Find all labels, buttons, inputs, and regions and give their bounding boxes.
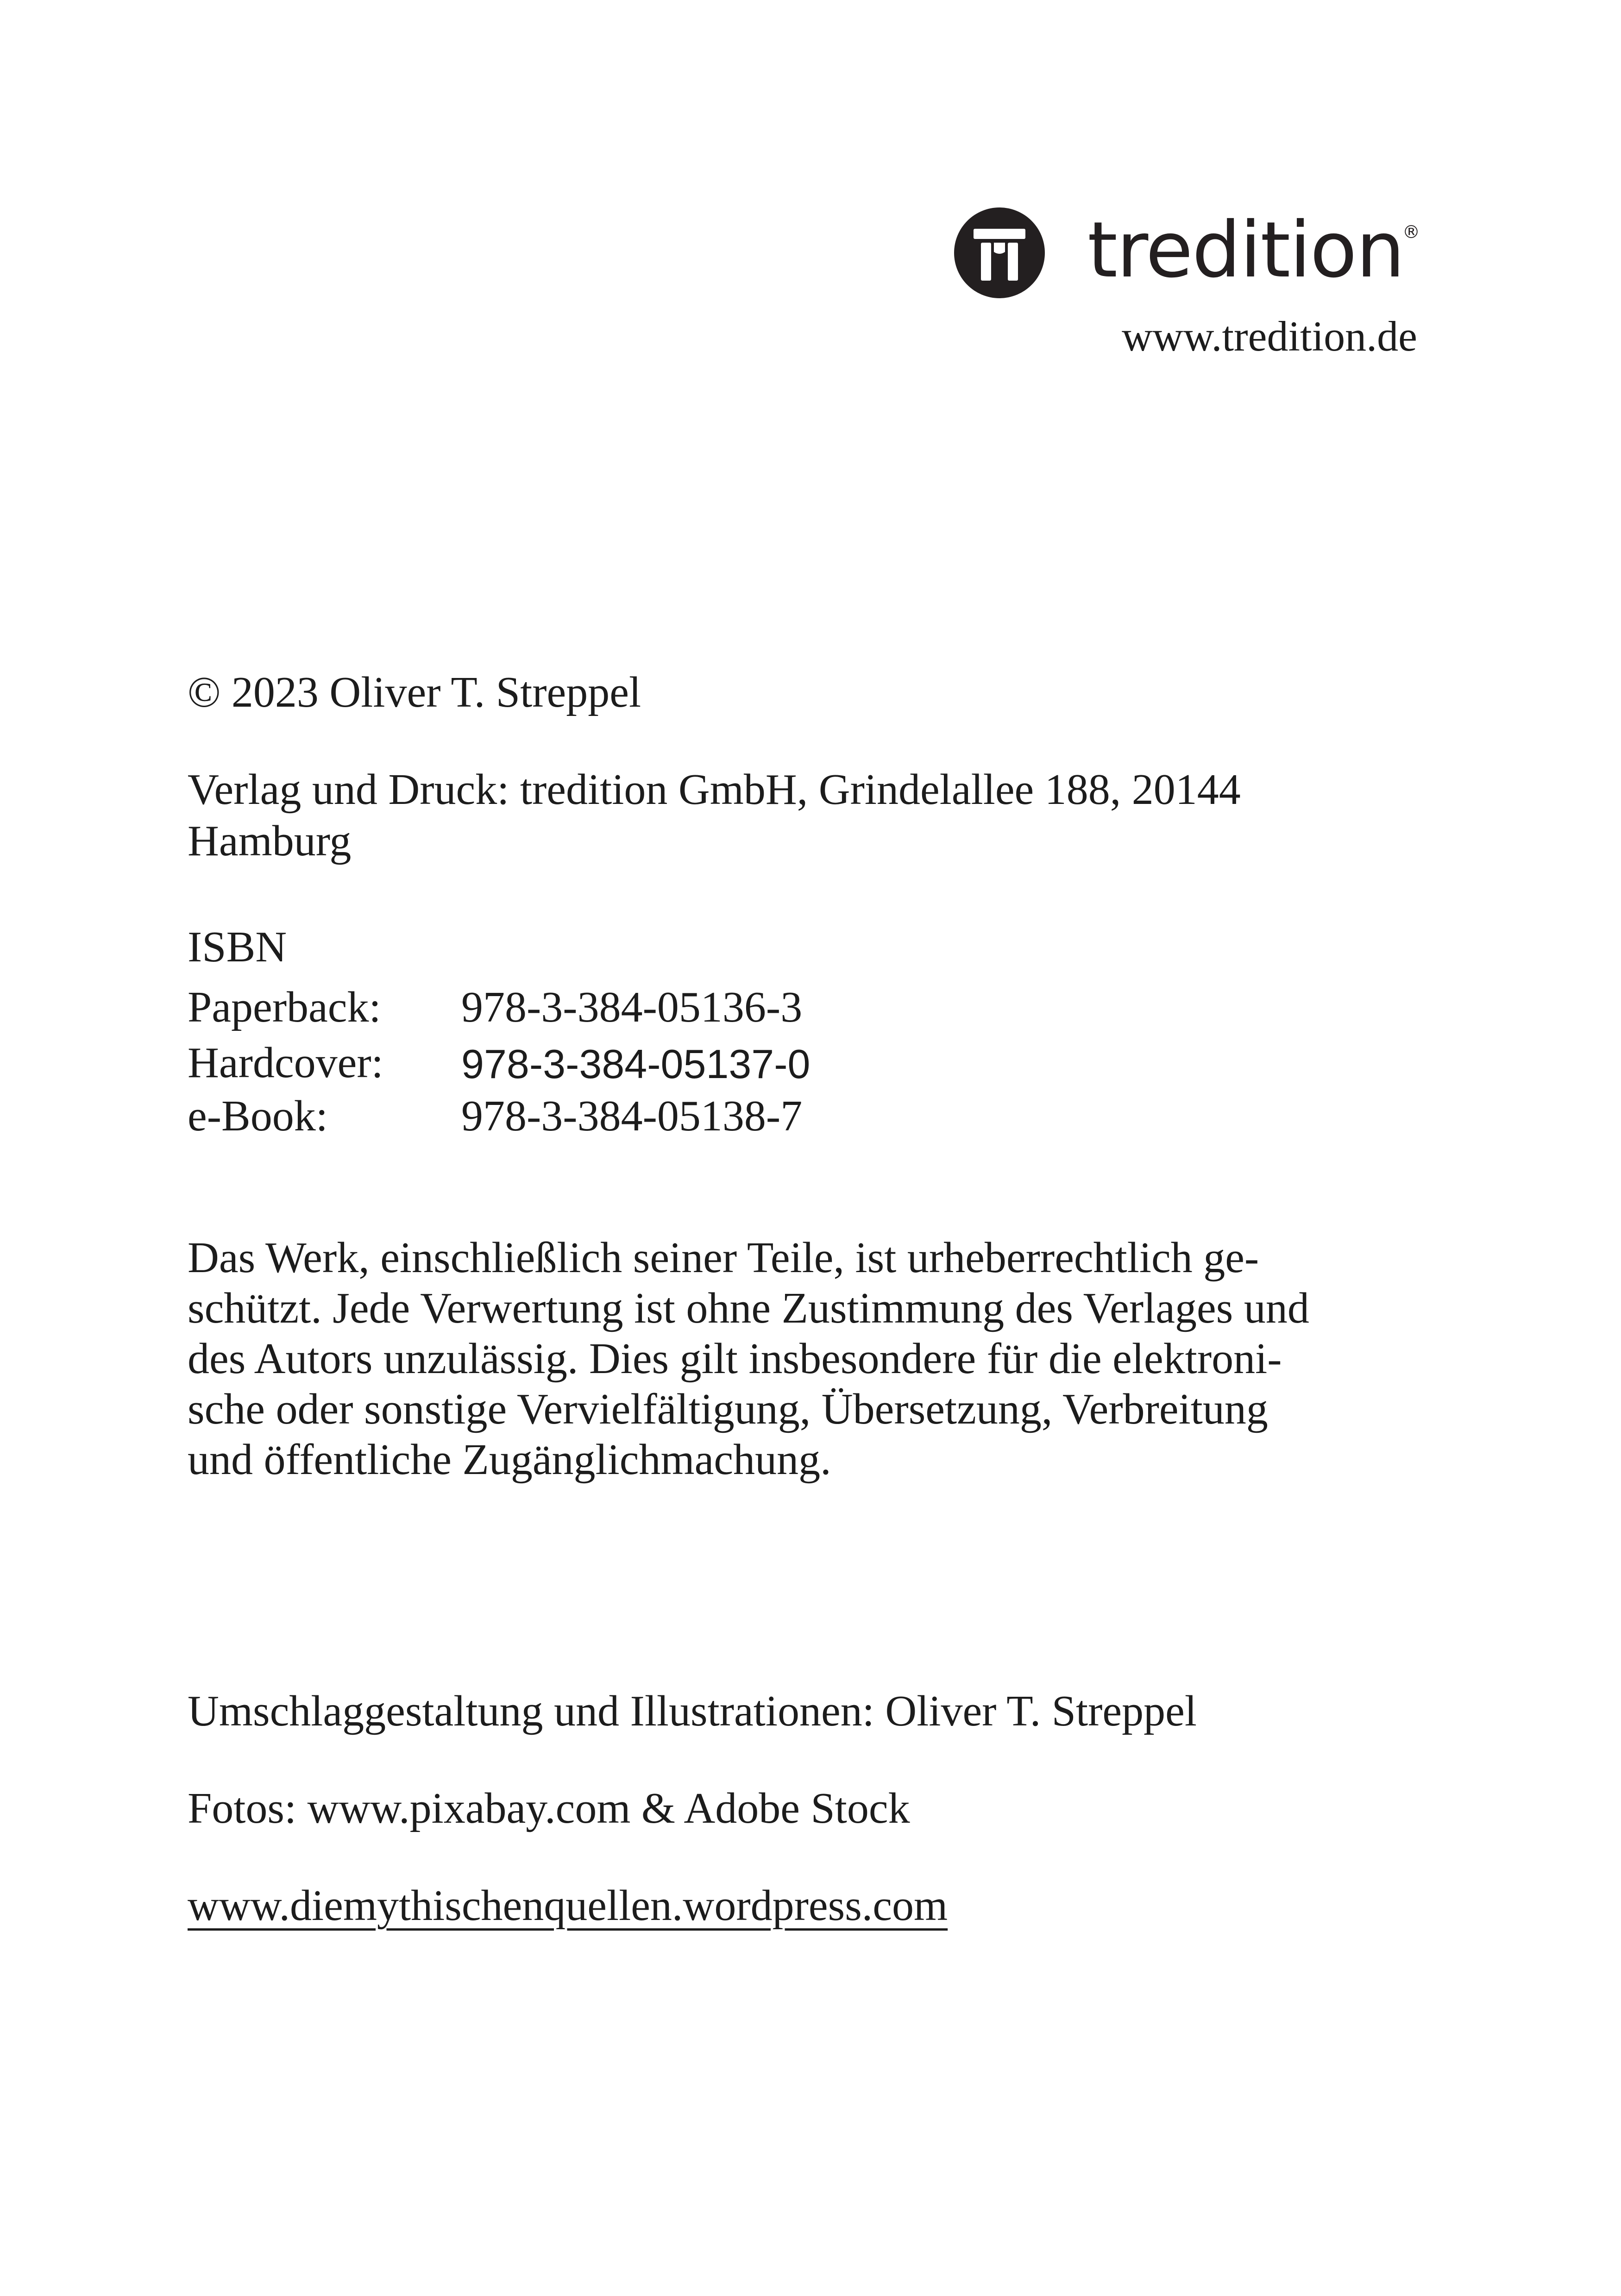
- isbn-paperback-label: Paperback:: [188, 983, 381, 1031]
- logo-wordmark: tredition: [1087, 206, 1404, 295]
- rights-notice: [188, 1233, 1420, 1485]
- registered-mark: ®: [1402, 222, 1420, 242]
- rights-notice-line: des Autors unzulässig. Dies gilt insbesondere für die elektroni-: [188, 1335, 1282, 1383]
- rights-notice-line: schützt. Jede Verwertung ist ohne Zustimmung des Verlages und: [188, 1284, 1309, 1332]
- photo-credit: Fotos: www.pixabay.com & Adobe Stock: [188, 1784, 910, 1832]
- rights-notice-line: und öffentliche Zugänglichmachung.: [188, 1436, 831, 1484]
- rights-notice-line: sche oder sonstige Vervielfältigung, Übersetzung, Verbreitung: [188, 1385, 1268, 1433]
- tredition-t-icon: [954, 207, 1045, 298]
- publisher-address-line-1: Verlag und Druck: tredition GmbH, Grindelallee 188, 20144: [188, 765, 1241, 814]
- author-website-link[interactable]: www.diemythischenquellen.wordpress.com: [188, 1882, 948, 1930]
- isbn-hardcover-label: Hardcover:: [188, 1039, 383, 1087]
- publisher-website[interactable]: www.tredition.de: [1122, 313, 1417, 360]
- isbn-ebook-value: 978-3-384-05138-7: [461, 1092, 803, 1140]
- isbn-paperback-value: 978-3-384-05136-3: [461, 983, 803, 1031]
- isbn-hardcover-value: 978-3-384-05137-0: [461, 1041, 810, 1087]
- rights-notice-line: Das Werk, einschließlich seiner Teile, ist urheberrechtlich ge-: [188, 1234, 1259, 1282]
- isbn-heading: ISBN: [188, 923, 287, 971]
- publisher-logo: [954, 207, 1423, 300]
- isbn-ebook-label: e-Book:: [188, 1092, 328, 1140]
- copyright-line: © 2023 Oliver T. Streppel: [188, 668, 641, 716]
- cover-credit: Umschlaggestaltung und Illustrationen: Oliver T. Streppel: [188, 1687, 1197, 1735]
- publisher-address-line-2: Hamburg: [188, 817, 352, 865]
